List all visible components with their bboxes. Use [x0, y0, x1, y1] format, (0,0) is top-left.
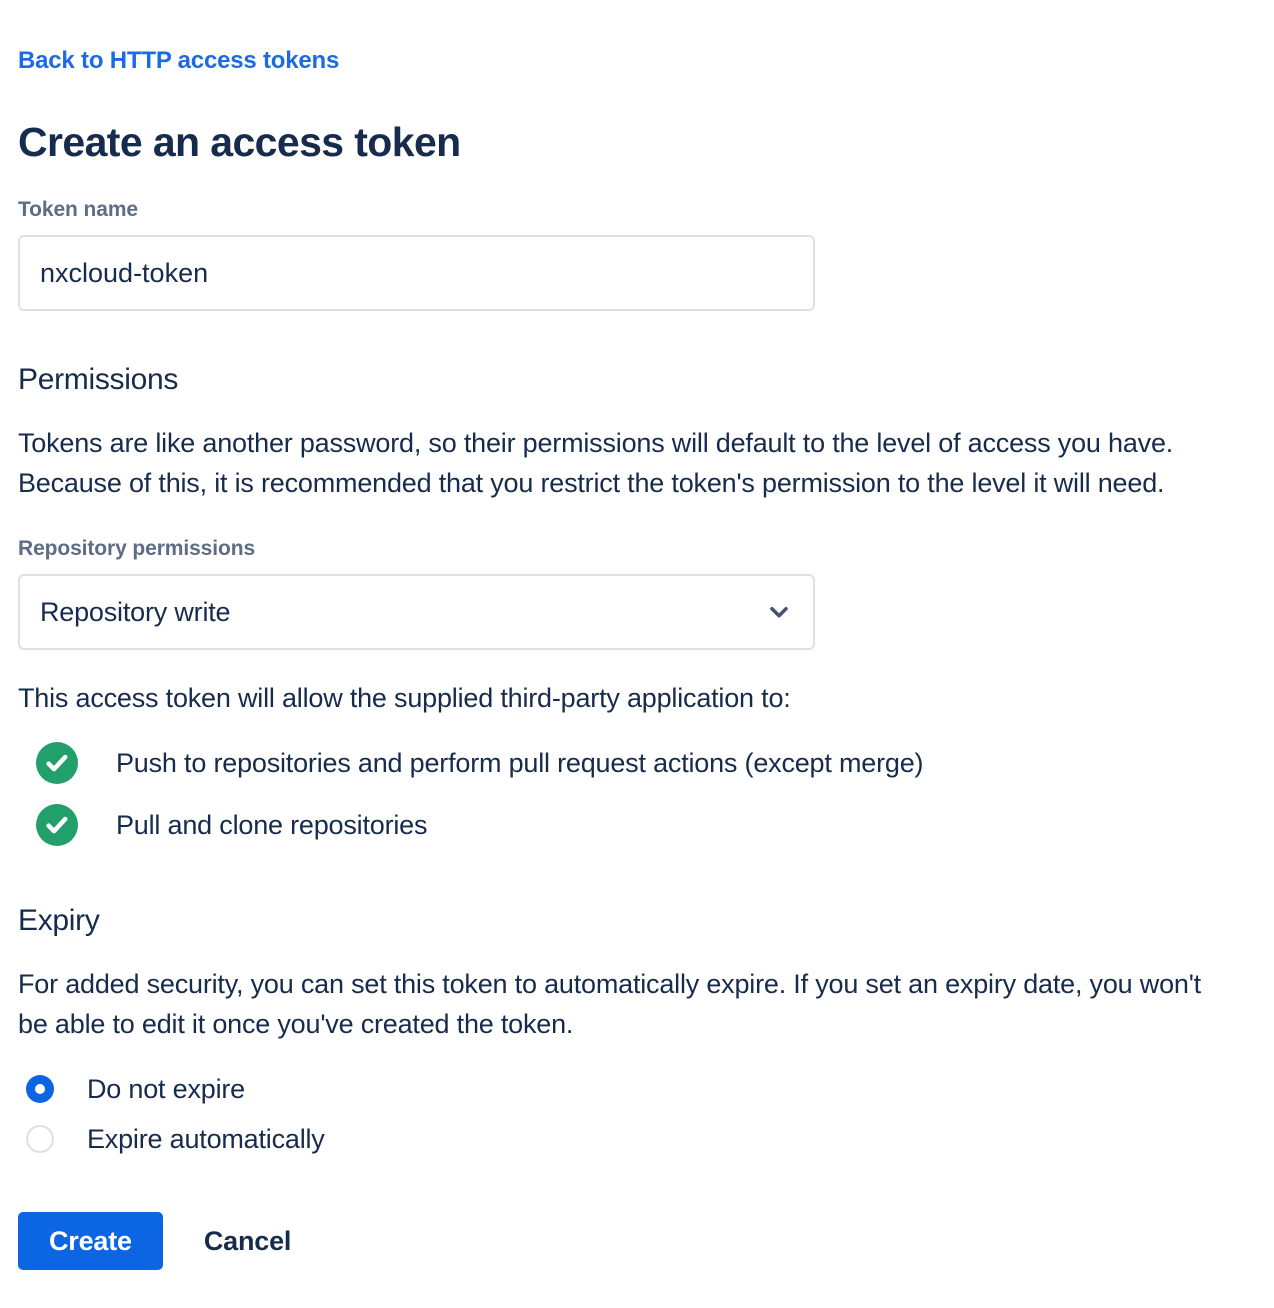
expiry-radio-group — [18, 1072, 1208, 1156]
repository-permissions-label: Repository permissions — [18, 537, 256, 560]
capability-label: Push to repositories and perform pull request actions (except merge) — [116, 748, 924, 778]
create-button[interactable]: Create — [18, 1212, 163, 1270]
expiry-heading: Expiry — [18, 904, 100, 937]
form-actions — [18, 1212, 1208, 1270]
chevron-down-icon — [765, 598, 793, 626]
expiry-description: For added security, you can set this token to automatically expire. If you set an expiry date, you won't be able to edit it once you've created the token. — [18, 969, 1201, 1039]
radio-label: Do not expire — [87, 1074, 245, 1104]
permissions-description: Tokens are like another password, so their permissions will default to the level of access you have. Because of this, it is recommended that you restrict the token's permission to the level it will need. — [18, 428, 1174, 498]
check-circle-icon — [36, 804, 78, 846]
token-name-label: Token name — [18, 198, 138, 221]
permissions-heading: Permissions — [18, 363, 179, 396]
radio-unselected-icon — [26, 1125, 54, 1153]
capability-item — [18, 742, 1208, 784]
allow-intro-text: This access token will allow the supplied third-party application to: — [18, 683, 791, 713]
radio-expire-automatically[interactable] — [18, 1122, 1208, 1156]
capability-item — [18, 804, 1208, 846]
repository-permissions-selected-value: Repository write — [40, 596, 231, 627]
radio-do-not-expire[interactable] — [18, 1072, 1208, 1106]
check-circle-icon — [36, 742, 78, 784]
token-name-input[interactable] — [18, 235, 815, 311]
repository-permissions-select[interactable] — [18, 574, 815, 650]
radio-selected-icon — [26, 1075, 54, 1103]
capability-list — [18, 742, 1208, 846]
back-link[interactable]: Back to HTTP access tokens — [18, 47, 340, 74]
radio-label: Expire automatically — [87, 1124, 325, 1154]
capability-label: Pull and clone repositories — [116, 810, 428, 840]
page-title: Create an access token — [18, 119, 461, 165]
cancel-button[interactable]: Cancel — [188, 1212, 307, 1270]
